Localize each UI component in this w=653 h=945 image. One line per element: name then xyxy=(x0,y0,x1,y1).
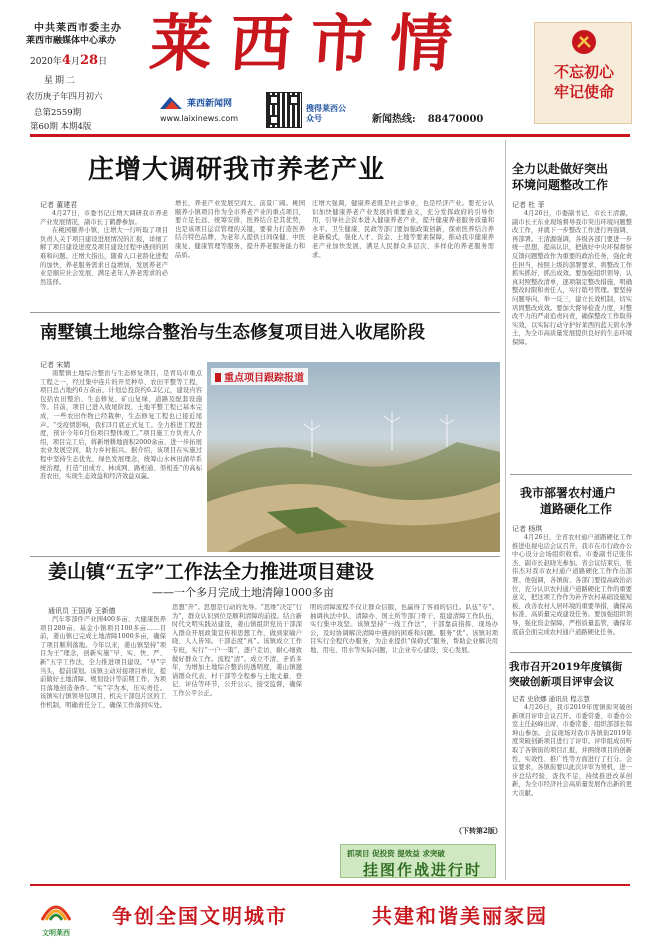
photo-label: 重点项目跟踪报道 xyxy=(211,368,308,385)
slogan-line-2: 牢记使命 xyxy=(553,83,614,101)
story2-divider xyxy=(30,556,500,557)
continued-note[interactable]: （下转第2版） xyxy=(455,826,502,835)
issue-line: 第60期 本期4版 xyxy=(30,122,92,132)
story3-subhead: ——一个多月完成土地清障1000多亩 xyxy=(152,586,334,599)
banner-top: 抓项目 促投资 提效益 求突破 xyxy=(347,849,445,858)
right3-body: 4月26日，我市2019年度镇街突破创新项目评审会议召开。市委常委、市委办公室主任赵峰出席，市委常委、组织部部长韩坤山参加。会议现场对我市各镇街2019年度突破创新项目进行了评审。评审组成员听取了各镇街的项目汇报，并围绕项目的创新性、实效性、推广性等方面进行了打分。会议要求，各镇街要以此次评审为契机，进一步总结经验、查找不足，持续推进改革创新，为全市经济社会高质量发展作出新的更大贡献。 xyxy=(512,704,632,797)
right1-headline-line2: 环境问题整改工作 xyxy=(512,178,609,192)
lead-byline: 记者 董建君 xyxy=(40,201,78,209)
org-line-1: 中共莱西市委主办 xyxy=(34,23,122,34)
qr-code xyxy=(266,92,302,128)
story3-col-1: 汽车零部件产业园400多亩、大健康医养项目289亩、基金小镇项目100多亩……目前，姜山镇已完成土地清障1000多亩，确保了项目顺利落地。今年以来，姜山镇坚持“项目为王”理念，创新实施“早、实、快、严、新”五字工作法，全力推进项目建设。“早”字当头，提前谋划。该镇主动对接项目单位，提前做好土地清障、规划设计等前期工作，为项目落地创造条件。“实”字为本，压实责任。该镇实行镇领导包项目、机关干部包片区的工作机制，明确责任分工，确保工作落到实处。 xyxy=(40,616,166,709)
footer-logo-text: 文明莱西 xyxy=(42,928,70,937)
story2-headline: 南墅镇土地综合整治与生态修复项目进入收尾阶段 xyxy=(40,323,425,343)
story3-col-2: 思想“开”。思想是行动的先导。“思维”决定“行为”，群众认识到位是顺利清障的前提。结合新时代文明实践站建设，姜山镇组织党员干部深入群众开展政策宣传和思想工作，做到家喻户晓、人人皆知。干部态度“真”。该镇成立工作专班，实行“一户一策”，逐户走访，耐心细致做好群众工作。流程“清”。成立不清、矛盾多年，为增加土地综合整治的透明度，姜山镇邀请群众代表、村干部等全程参与土地丈量、登记、评估等环节，公开公示，接受监督，确保工作公平公正。 xyxy=(172,604,302,697)
story2-byline: 记者 宋婧 xyxy=(40,361,71,369)
footer-slogan-left: 争创全国文明城市 xyxy=(112,904,288,928)
lead-divider xyxy=(30,312,500,313)
site-logo xyxy=(158,95,184,111)
banner-main: 挂图作战进行时 xyxy=(363,861,483,879)
right3-headline-line1: 我市召开2019年度镇街 xyxy=(509,661,623,673)
footer-divider xyxy=(30,884,630,886)
right1-headline-line1: 全力以赴做好突出 xyxy=(512,162,609,176)
slogan-box xyxy=(534,22,632,124)
right3-headline-line2: 突破创新项目评审会议 xyxy=(509,676,614,688)
hotline: 新闻热线: 88470000 xyxy=(372,114,484,125)
right2-headline-line2: 道路硬化工作 xyxy=(540,502,613,516)
right-column-rule xyxy=(505,140,506,880)
photo-label-marker xyxy=(215,373,221,382)
right1-body: 4月26日，市委副书记、市长王清源，副市长王东业现场督导我市突出环境问题整改工作，并就下一步整改工作进行再强调、再部署。王清源强调，各级各部门要进一步统一思想，提高认识，把做好中央环保督察反馈问题整改作为重要的政治任务，强化责任担当，按照上级的部署要求，将整改工作抓实抓好、抓出成效。要加强组织领导，认真对照整改清单，逐项制定整改措施，明确整改时限和责任人，实行销号管理。要坚持问题导向，举一反三，建立长效机制，切实巩固整改成效。要加大督导检查力度，对整改不力的严肃追责问责，确保整改工作取得实效，以实际行动守护好莱西的蓝天碧水净土，为全市高质量发展提供良好的生态环境保障。 xyxy=(512,210,632,346)
right2-headline-line1: 我市部署农村通户 xyxy=(520,486,617,500)
masthead xyxy=(0,0,653,135)
party-emblem-icon xyxy=(571,29,597,55)
landscape-photo xyxy=(207,362,500,552)
site-logo-icon xyxy=(158,95,184,111)
right2-divider xyxy=(510,652,632,653)
project-banner xyxy=(340,844,496,878)
issue-total: 总第2559期 xyxy=(34,108,82,118)
weekday: 星期二 xyxy=(44,76,78,86)
lunar-date: 农历庚子年四月初六 xyxy=(26,92,103,102)
site-name: 莱西新闻网 xyxy=(187,99,233,109)
lead-col-1: 4月27日，市委书记庄增大调研我市养老产业发展情况，副市长丁鹤静参加。 在桃园颐养小镇，庄增大一行听取了项目负责人关于项目建设进展情况的汇报，详细了解了项目建设进度及项目建设过程中遇到的困难和问题。庄增大指出，随着人口老龄化进程的加快，养老服务需求日益增加，发展养老产业是顺应社会发展、满足老年人养老需求的必然选择。 xyxy=(40,210,168,286)
right1-divider xyxy=(510,474,632,475)
slogan-line-1: 不忘初心 xyxy=(553,63,614,81)
lead-col-3: 庄增大强调，健康养老既是社会事业，也是经济产业。要充分认识加快健康养老产业发展的重要意义，充分发挥政府的引导作用，引导社会资本进入健康养老产业，提升健康养老服务质量和水平。卫生健康、民政等部门要加强政策创新，探索医养结合养老新模式，强化人才、资金、土地等要素保障，推动我市健康养老产业加快发展，满足人民群众多层次、多样化的养老服务需求。 xyxy=(312,200,494,259)
newspaper-title: 莱西市情 xyxy=(147,7,473,80)
civilization-logo-icon xyxy=(36,890,76,924)
lead-col-2: 增长，养老产业发展空间大、前景广阔。桃园颐养小镇项目作为全市养老产业的重点项目，要立足长远、统筹安排，医养结合是其优势，也是该项目运营管理的关键，要着力打造医养结合特色品牌，为老年人提供日间保健、中医康复、健康管理等服务，提升养老服务能力和品质。 xyxy=(175,200,305,259)
wind-turbines xyxy=(304,412,454,457)
story2-photo xyxy=(207,362,500,552)
story3-headline: 姜山镇“五字”工作法全力推进项目建设 xyxy=(48,561,374,583)
footer-logo xyxy=(36,890,76,936)
lead-headline: 庄增大调研我市养老产业 xyxy=(88,155,386,185)
site-url[interactable]: www.laixinews.com xyxy=(160,114,239,123)
right3-byline: 记者 史欣娜 通讯员 程志慧 xyxy=(512,695,590,703)
right1-byline: 记者 杜 菲 xyxy=(512,201,545,209)
qr-label: 搜得莱西公众号 xyxy=(306,103,346,123)
story2-body: 南墅镇土地综合整治与生态修复项目，是青岛市重点工程之一，经过集中连片的开荒种草、农田平整等工程，项目总占地约6万余亩，计划总投资约6.2亿元，建设内容包括农田整治、生态修复、矿山复绿、道路及配套设施等。目前，项目已进入收尾阶段，土地平整工程已基本完成，一些农田作物已经栽种，生态修复工程也已接近尾声。“受疫情影响，我们3月底正式复工。全力推进工程进度，预计今年6月份项目整体竣工。”项目施工方负责人介绍，项目完工后，将新增耕地面积2000余亩，进一步拓展农业发展空间，助力乡村振兴。据介绍，该项目在实施过程中坚持生态优先、绿色发展理念，统筹山水林田湖草系统治理，打造“田成方、林成网、路相通、渠相连”的高标准农田，实现生态效益和经济效益双赢。 xyxy=(40,370,202,481)
story3-byline: 通讯员 王国涛 王新德 xyxy=(48,607,116,615)
story3-col-3: 明的清障流程不仅让群众信服，也赢得了客商的信任。队伍“专”。抽调执法中队、清障办、国土所等部门骨干，组建清障工作队伍，实行集中攻坚。该镇坚持“一线工作法”，干部靠前指挥、现场办公，及时协调解决清障中遇到的困难和问题。服务“优”。该镇对项目实行全程代办服务，为企业提供“保姆式”服务，帮助企业解决用地、用电、用水等实际问题，让企业专心建设、安心发展。 xyxy=(310,604,498,654)
org-line-2: 莱西市融媒体中心承办 xyxy=(26,36,117,46)
footer-slogan-right: 共建和谐美丽家园 xyxy=(372,904,548,928)
right2-byline: 记者 杨琪 xyxy=(512,525,543,533)
right2-body: 4月26日，全省农村通户道路硬化工作推进电视电话会议召开，我市在市行政办公中心设分会场组织收看。市委副书记张伟杰、副市长赵晓光参加。省会议结束后，张伟杰对我市农村通户道路硬化工作作出部署。他强调，各镇街、各部门要提高政治站位，充分认识农村通户道路硬化工作的重要意义，把这项工作作为补齐农村基础设施短板、改善农村人居环境的重要举措，确保高标准、高质量完成建设任务。要加强组织领导，强化资金保障，严格质量监管，确保年底前全面完成农村通户道路硬化任务。 xyxy=(512,534,632,636)
date-line: 2020年4月28日 xyxy=(30,53,108,68)
masthead-divider xyxy=(30,134,630,137)
